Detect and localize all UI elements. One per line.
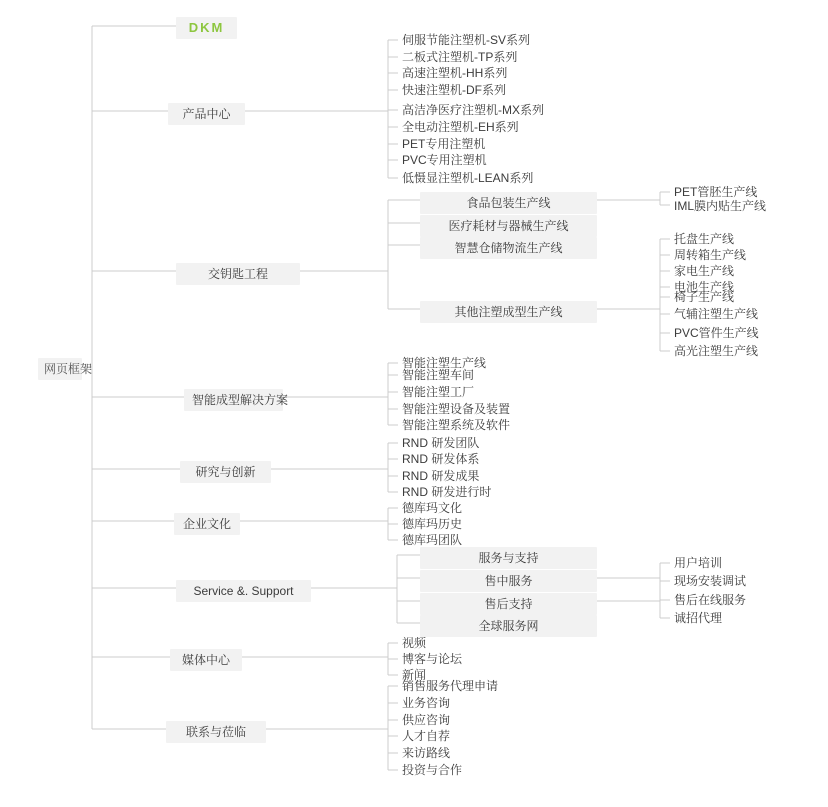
leaf-item[interactable]: 电池生产线 xyxy=(674,280,735,294)
service-child-global-network[interactable]: 全球服务网 xyxy=(420,615,597,637)
leaf-item[interactable]: RND 研发进行时 xyxy=(402,485,492,499)
leaf-item[interactable]: 高速注塑机-HH系列 xyxy=(402,66,508,80)
branch-products[interactable]: 产品中心 xyxy=(168,103,245,125)
leaf-item[interactable]: 诚招代理 xyxy=(674,611,723,625)
leaf-item[interactable]: 智能注塑系统及软件 xyxy=(402,418,511,432)
service-child-support[interactable]: 服务与支持 xyxy=(420,547,597,569)
service-child-after-sale[interactable]: 售后支持 xyxy=(420,593,597,615)
leaf-item[interactable]: 高洁净医疗注塑机-MX系列 xyxy=(402,103,544,117)
leaf-item[interactable]: PET管胚生产线 xyxy=(674,185,758,199)
leaf-item[interactable]: 德库玛文化 xyxy=(402,501,463,515)
leaf-item[interactable]: 投资与合作 xyxy=(402,763,463,777)
leaf-item[interactable]: 售后在线服务 xyxy=(674,593,747,607)
leaf-item[interactable]: PET专用注塑机 xyxy=(402,137,486,151)
branch-research[interactable]: 研究与创新 xyxy=(180,461,271,483)
leaf-item[interactable]: 气辅注塑生产线 xyxy=(674,307,759,321)
leaf-item[interactable]: 智能注塑车间 xyxy=(402,368,475,382)
turnkey-child-other[interactable]: 其他注塑成型生产线 xyxy=(420,301,597,323)
leaf-item[interactable]: 智能注塑生产线 xyxy=(402,356,487,370)
leaf-item[interactable]: RND 研发团队 xyxy=(402,436,480,450)
branch-service-support[interactable]: Service &. Support xyxy=(176,580,311,602)
leaf-item[interactable]: 现场安装调试 xyxy=(674,574,747,588)
leaf-item[interactable]: 高光注塑生产线 xyxy=(674,344,759,358)
leaf-item[interactable]: 二板式注塑机-TP系列 xyxy=(402,50,518,64)
leaf-item[interactable]: 周转箱生产线 xyxy=(674,248,747,262)
branch-media[interactable]: 媒体中心 xyxy=(170,649,242,671)
leaf-item[interactable]: PVC管件生产线 xyxy=(674,326,759,340)
leaf-item[interactable]: 全电动注塑机-EH系列 xyxy=(402,120,519,134)
leaf-item[interactable]: 智能注塑设备及装置 xyxy=(402,402,511,416)
leaf-item[interactable]: 博客与论坛 xyxy=(402,652,463,666)
leaf-item[interactable]: 智能注塑工厂 xyxy=(402,385,475,399)
leaf-item[interactable]: 低慑显注塑机-LEAN系列 xyxy=(402,171,534,185)
logo-node[interactable]: DKM xyxy=(176,17,237,39)
root-node[interactable]: 网页框架 xyxy=(38,358,82,380)
branch-culture[interactable]: 企业文化 xyxy=(174,513,240,535)
leaf-item[interactable]: 德库玛历史 xyxy=(402,517,463,531)
leaf-item[interactable]: 视频 xyxy=(402,636,427,650)
leaf-item[interactable]: 托盘生产线 xyxy=(674,232,735,246)
leaf-item[interactable]: PVC专用注塑机 xyxy=(402,153,487,167)
leaf-item[interactable]: RND 研发体系 xyxy=(402,452,480,466)
service-child-during-sale[interactable]: 售中服务 xyxy=(420,570,597,592)
leaf-item[interactable]: IML膜内贴生产线 xyxy=(674,199,767,213)
leaf-item[interactable]: 椅子生产线 xyxy=(674,290,735,304)
leaf-item[interactable]: 快速注塑机-DF系列 xyxy=(402,83,506,97)
branch-contact[interactable]: 联系与莅临 xyxy=(166,721,266,743)
leaf-item[interactable]: RND 研发成果 xyxy=(402,469,480,483)
branch-smart-solutions[interactable]: 智能成型解决方案 xyxy=(184,389,283,411)
leaf-item[interactable]: 德库玛团队 xyxy=(402,533,463,547)
branch-turnkey[interactable]: 交钥匙工程 xyxy=(176,263,300,285)
leaf-item[interactable]: 用户培训 xyxy=(674,556,723,570)
turnkey-child-logistics[interactable]: 智慧仓储物流生产线 xyxy=(420,237,597,259)
leaf-item[interactable]: 销售服务代理申请 xyxy=(402,679,499,693)
turnkey-child-medical[interactable]: 医疗耗材与器械生产线 xyxy=(420,215,597,237)
leaf-item[interactable]: 供应咨询 xyxy=(402,713,451,727)
leaf-item[interactable]: 伺服节能注塑机-SV系列 xyxy=(402,33,531,47)
leaf-item[interactable]: 业务咨询 xyxy=(402,696,451,710)
turnkey-child-food-packaging[interactable]: 食品包装生产线 xyxy=(420,192,597,214)
leaf-item[interactable]: 人才自荐 xyxy=(402,729,451,743)
leaf-item[interactable]: 来访路线 xyxy=(402,746,451,760)
leaf-item[interactable]: 新闻 xyxy=(402,668,427,682)
leaf-item[interactable]: 家电生产线 xyxy=(674,264,735,278)
